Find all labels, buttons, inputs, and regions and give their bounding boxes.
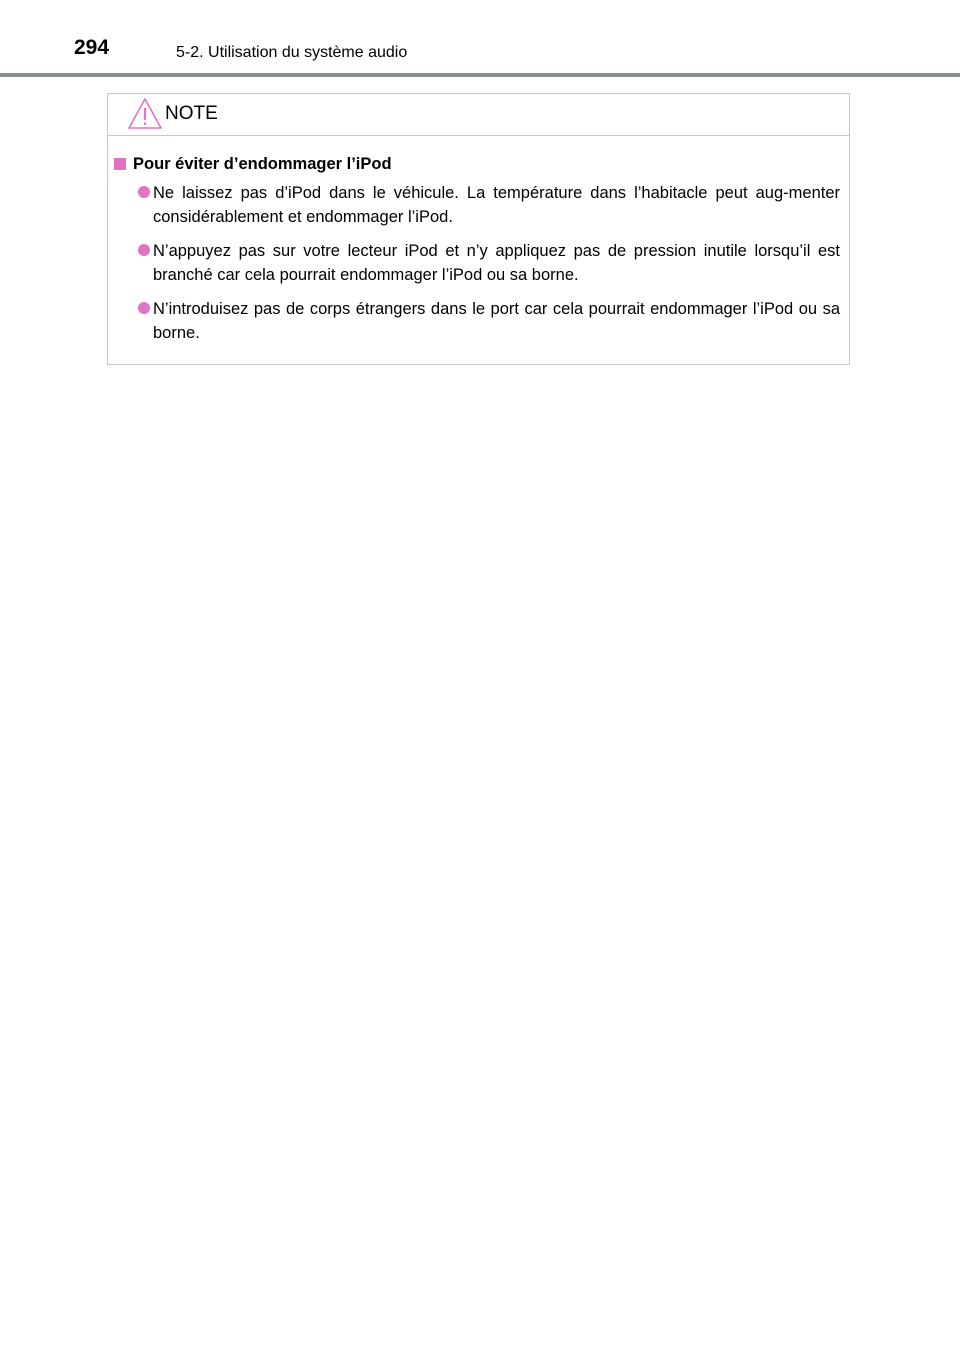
- list-item: [114, 239, 840, 287]
- round-bullet-icon: [138, 186, 150, 198]
- page-header: [0, 0, 960, 78]
- round-bullet-icon: [138, 302, 150, 314]
- page-number: 294: [74, 36, 110, 59]
- round-bullet-icon: [138, 244, 150, 256]
- note-label: NOTE: [165, 103, 218, 124]
- list-item-text: N’appuyez pas sur votre lecteur iPod et n’y appliquez pas de pression inutile lorsqu’il est branché car cela pourrait endommager l’iPod ou sa borne.: [153, 242, 840, 284]
- list-item-text: Ne laissez pas d’iPod dans le véhicule. La température dans l’habitacle peut aug-menter considérablement et endommager l’iPod.: [153, 184, 840, 226]
- section-title: 5-2. Utilisation du système audio: [176, 44, 408, 61]
- list-item: [114, 181, 840, 229]
- square-bullet-icon: [114, 158, 126, 170]
- header-rule: [0, 73, 960, 77]
- warning-triangle-icon: [127, 97, 163, 130]
- note-box: [107, 93, 850, 365]
- note-header: [108, 94, 849, 136]
- subsection-heading-text: Pour éviter d’endommager l’iPod: [133, 155, 392, 173]
- list-item: [114, 297, 840, 345]
- list-item-text: N’introduisez pas de corps étrangers dans le port car cela pourrait endommager l’iPod ou sa borne.: [153, 300, 840, 342]
- note-body: [108, 136, 849, 345]
- subsection-heading: [114, 153, 840, 175]
